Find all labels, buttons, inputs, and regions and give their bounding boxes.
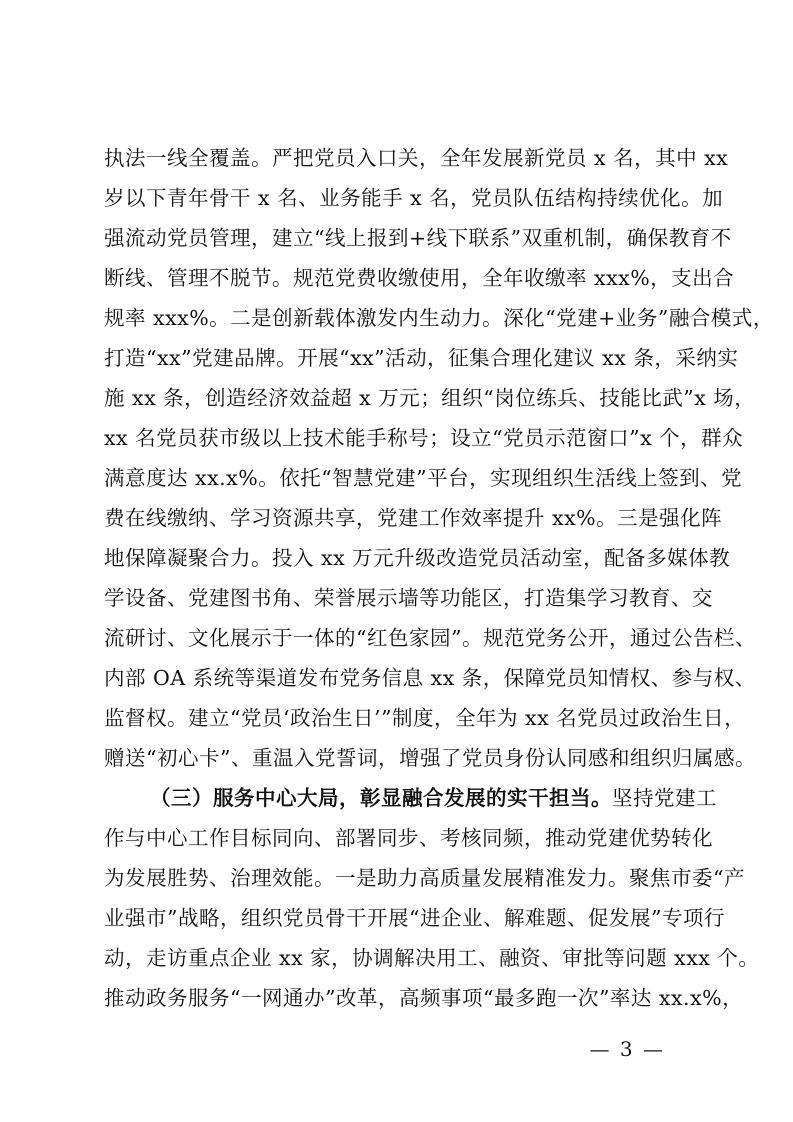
body-text-line: 规率 xxx%。二是创新载体激发内生动力。深化“党建+业务”融合模式， xyxy=(104,306,774,330)
body-text-line: 学设备、党建图书角、荣誉展示墙等功能区，打造集学习教育、交 xyxy=(104,586,713,610)
body-text-line: 内部 OA 系统等渠道发布党务信息 xx 条，保障党员知情权、参与权、 xyxy=(104,666,756,690)
body-text-line: xx 名党员获市级以上技术能手称号；设立“党员示范窗口”x 个，群众 xyxy=(104,426,744,450)
section-first-line-rest: 坚持党建工 xyxy=(612,786,717,810)
body-text-line: 动，走访重点企业 xx 家，协调解决用工、融资、审批等问题 xxx 个。 xyxy=(104,946,760,970)
body-text-line: 强流动党员管理，建立“线上报到+线下联系”双重机制，确保教育不 xyxy=(104,226,732,250)
body-text-line: 赠送“初心卡”、重温入党誓词，增强了党员身份认同感和组织归属感。 xyxy=(104,746,756,770)
body-text-line: 监督权。建立“党员‘政治生日’”制度，全年为 xx 名党员过政治生日， xyxy=(104,706,746,730)
section-first-line xyxy=(150,778,717,818)
body-text-line: 施 xx 条，创造经济效益超 x 万元；组织“岗位练兵、技能比武”x 场， xyxy=(104,386,756,410)
body-text-line: 地保障凝聚合力。投入 xx 万元升级改造党员活动室，配备多媒体教 xyxy=(104,546,731,570)
page-number: — 3 — xyxy=(589,1037,665,1061)
body-text-line: 断线、管理不脱节。规范党费收缴使用，全年收缴率 xxx%，支出合 xyxy=(104,266,735,290)
body-text-line: 执法一线全覆盖。严把党员入口关，全年发展新党员 x 名，其中 xx xyxy=(104,146,729,170)
body-text-line: 费在线缴纳、学习资源共享，党建工作效率提升 xx%。三是强化阵 xyxy=(104,506,723,530)
body-text-line: 作与中心工作目标同向、部署同步、考核同频，推动党建优势转化 xyxy=(104,826,713,850)
body-text-line: 推动政务服务“一网通办”改革，高频事项“最多跑一次”率达 xx.x%， xyxy=(104,986,744,1010)
body-text-line: 满意度达 xx.x%。依托“智慧党建”平台，实现组织生活线上签到、党 xyxy=(104,466,743,490)
body-text-line: 为发展胜势、治理效能。一是助力高质量发展精准发力。聚焦市委“产 xyxy=(104,866,745,890)
body-text-line: 岁以下青年骨干 x 名、业务能手 x 名，党员队伍结构持续优化。加 xyxy=(104,186,724,210)
body-text-line: 打造“xx”党建品牌。开展“xx”活动，征集合理化建议 xx 条，采纳实 xyxy=(104,346,739,370)
body-text-line: 业强市”战略，组织党员骨干开展“进企业、解难题、促发展”专项行 xyxy=(104,906,725,930)
body-text-line: 流研讨、文化展示于一体的“红色家园”。规范党务公开，通过公告栏、 xyxy=(104,626,756,650)
section-heading: （三）服务中心大局，彰显融合发展的实干担当。 xyxy=(150,786,612,810)
